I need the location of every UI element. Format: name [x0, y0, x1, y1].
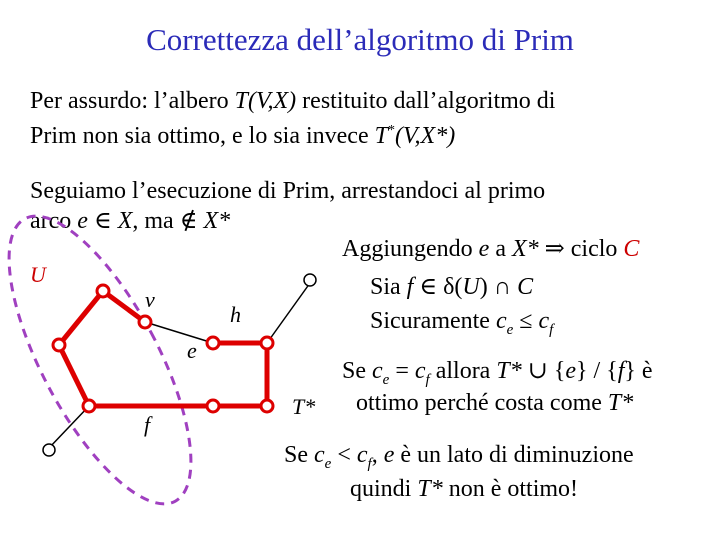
- subscript-f: f: [367, 455, 372, 472]
- cost-c: c: [495, 308, 507, 334]
- edge-red: [103, 291, 145, 322]
- step-text: , ma ∉: [132, 208, 204, 234]
- subscript-f: f: [425, 371, 430, 388]
- case-text: allora: [429, 358, 497, 384]
- right-text: ) ∩: [479, 274, 518, 300]
- edge-e: e: [565, 358, 576, 384]
- set-X: X: [117, 208, 133, 234]
- intro-text: restituito dall’algoritmo di: [296, 88, 556, 114]
- case-text: non è ottimo!: [442, 476, 579, 502]
- edge-e: e: [77, 208, 88, 234]
- case-text: ottimo perché costa come: [356, 390, 608, 416]
- case-text: è un lato di diminuzione: [394, 442, 634, 468]
- case-text: } è: [624, 358, 653, 384]
- cost-c: c: [314, 442, 325, 468]
- case-text: ,: [371, 442, 384, 468]
- case-text: Se: [342, 358, 372, 384]
- cost-c: c: [538, 308, 550, 334]
- node: [53, 339, 65, 351]
- node: [97, 285, 109, 297]
- case-text: ∪ {: [521, 358, 566, 384]
- tree-VX-star: (V,X*): [394, 123, 456, 149]
- step-line-1: Seguiamo l’esecuzione di Prim, arrestandoci al primo: [30, 178, 546, 204]
- edge-black-left: [49, 406, 89, 448]
- label-U: U: [30, 262, 46, 287]
- label-h: h: [230, 302, 241, 327]
- node: [261, 400, 273, 412]
- right-text: Sicuramente: [370, 308, 496, 334]
- right-text: Sia: [370, 274, 407, 300]
- case-text: =: [389, 358, 415, 384]
- edge-h: [267, 283, 310, 343]
- cycle-C: C: [623, 236, 640, 262]
- set-X-star: X*: [511, 236, 539, 262]
- cost-c: c: [356, 442, 368, 468]
- tree-T-star: T: [374, 123, 388, 149]
- label-e: e: [187, 338, 197, 363]
- cycle-C: C: [517, 274, 534, 300]
- edge-red: [59, 345, 89, 406]
- case-text: } / {: [576, 358, 618, 384]
- right-text: a: [489, 236, 512, 262]
- edge-e: e: [383, 442, 395, 468]
- right-text: Aggiungendo: [342, 236, 479, 262]
- node-outside: [304, 274, 316, 286]
- tree-T-star: T*: [607, 390, 634, 416]
- cost-c: c: [414, 358, 426, 384]
- edge-e: e: [478, 236, 490, 262]
- tree-T-star: T*: [417, 476, 443, 502]
- subscript-e: e: [506, 321, 514, 338]
- subscript-e: e: [324, 455, 332, 472]
- step-text: arco: [30, 208, 78, 234]
- node-outside: [43, 444, 55, 456]
- edge-f: f: [406, 274, 414, 300]
- tree-T-VX: T(V,X): [234, 88, 297, 114]
- right-text: ∈ δ(: [413, 274, 463, 300]
- right-text: ≤: [513, 308, 539, 334]
- set-X-star: X*: [203, 208, 231, 234]
- node-v: [139, 316, 151, 328]
- right-text: ⇒ ciclo: [538, 236, 624, 262]
- edge-f: f: [617, 358, 625, 384]
- intro-text: Prim non sia ottimo, e lo sia invece: [30, 123, 375, 149]
- label-v: v: [145, 287, 155, 312]
- tree-T-star: T*: [496, 358, 522, 384]
- step-text: ∈: [87, 208, 118, 234]
- case-text: <: [331, 442, 357, 468]
- node: [261, 337, 273, 349]
- case-text: Se: [284, 442, 314, 468]
- star-superscript: *: [387, 123, 395, 138]
- subscript-e: e: [382, 371, 390, 388]
- subscript-f: f: [549, 321, 554, 338]
- intro-text: Per assurdo: l’albero: [30, 88, 235, 114]
- node: [83, 400, 95, 412]
- label-f: f: [144, 412, 151, 437]
- label-T-star: T*: [292, 394, 316, 419]
- node: [207, 337, 219, 349]
- set-U: U: [462, 274, 480, 300]
- node: [207, 400, 219, 412]
- case-text: quindi: [350, 476, 418, 502]
- cost-c: c: [372, 358, 383, 384]
- edge-red: [59, 291, 103, 345]
- page-title: Correttezza dell’algoritmo di Prim: [146, 22, 574, 57]
